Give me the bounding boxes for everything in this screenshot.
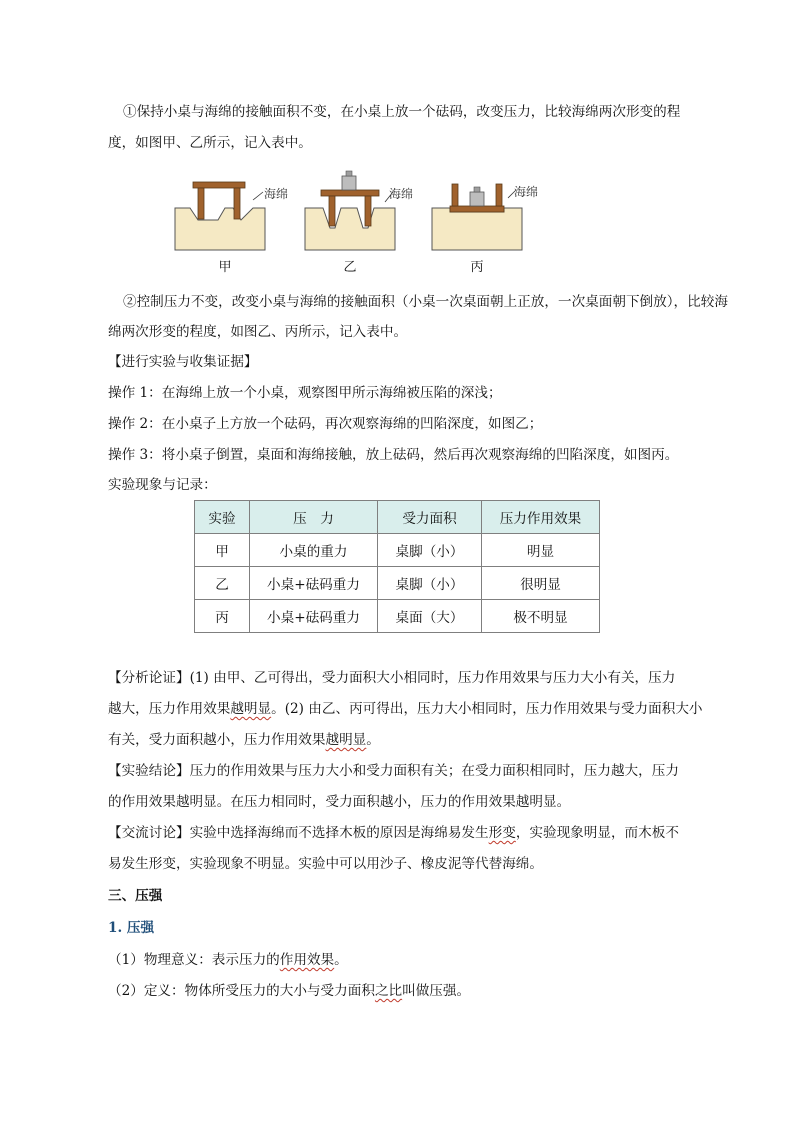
definition-physical-meaning — [108, 950, 348, 970]
table-cell: 小桌+砝码重力 — [250, 600, 378, 633]
definition-text: 。 — [334, 952, 348, 968]
analysis-text: 越大，压力作用效果 — [108, 701, 231, 717]
table-cell: 甲 — [195, 534, 250, 567]
step1-line2: 度，如图甲、乙所示，记入表中。 — [108, 135, 312, 151]
conclusion-tag: 【实验结论】 — [108, 763, 190, 779]
analysis-text: 。 — [366, 732, 380, 748]
analysis-answer: 越明显 — [325, 732, 367, 748]
section-experiment-heading: 【进行实验与收集证据】 — [108, 354, 258, 370]
step2-line2: 绵两次形变的程度，如图乙、丙所示，记入表中。 — [108, 324, 408, 340]
sponge-label-yi: 海绵 — [389, 187, 414, 201]
operation-3: 操作 3：将小桌子倒置，桌面和海绵接触，放上砝码，然后再次观察海绵的凹陷深度，如图丙。 — [108, 447, 679, 463]
conclusion-text: 压力的作用效果与压力大小和受力面积有关；在受力面积相同时，压力越大，压力 — [189, 763, 679, 779]
figure-panel-yi — [305, 171, 413, 250]
table-cell: 明显 — [482, 534, 600, 567]
table-row — [195, 600, 600, 633]
table-cell: 桌脚（小） — [378, 567, 482, 600]
table-cell: 桌面（大） — [378, 600, 482, 633]
table-cell: 丙 — [195, 600, 250, 633]
definition-text: （1）物理意义：表示压力的 — [108, 952, 280, 968]
record-label: 实验现象与记录： — [108, 477, 217, 493]
definition-text: （2）定义：物体所受压力的大小与受力面积 — [108, 983, 375, 999]
analysis-text: (1) 由甲、乙可得出，受力面积大小相同时，压力作用效果与压力大小有关，压力 — [189, 670, 676, 686]
operation-2: 操作 2：在小桌子上方放一个砝码，再次观察海绵的凹陷深度，如图乙； — [108, 416, 543, 432]
sponge-label-jia: 海绵 — [264, 187, 289, 201]
analysis-line2 — [108, 699, 703, 719]
analysis-answer: 越明显 — [230, 701, 272, 717]
definition-answer: 作用效果 — [279, 952, 335, 968]
table-row — [195, 567, 600, 600]
definition-answer: 之比 — [374, 983, 403, 999]
table-header-cell: 压力作用效果 — [482, 501, 600, 534]
analysis-line3 — [108, 730, 380, 750]
caption-yi: 乙 — [343, 260, 357, 275]
definition-pressure — [108, 981, 470, 1001]
analysis-text: 。(2) 由乙、丙可得出，压力大小相同时，压力作用效果与受力面积大小 — [271, 701, 703, 717]
table-row — [195, 534, 600, 567]
sponge-experiment-figure — [170, 168, 550, 278]
table-header-cell: 压 力 — [250, 501, 378, 534]
analysis-line1 — [108, 668, 675, 688]
conclusion-line2: 的作用效果越明显。在压力相同时，受力面积越小，压力的作用效果越明显。 — [108, 794, 571, 810]
table-header-cell: 受力面积 — [378, 501, 482, 534]
step1-line1: ①保持小桌与海绵的接触面积不变，在小桌上放一个砝码，改变压力，比较海绵两次形变的程 — [123, 104, 681, 120]
analysis-tag: 【分析论证】 — [108, 670, 190, 686]
conclusion-line1 — [108, 761, 679, 781]
caption-jia: 甲 — [218, 260, 232, 275]
table-cell: 小桌+砝码重力 — [250, 567, 378, 600]
discussion-line2: 易发生形变，实验现象不明显。实验中可以用沙子、橡皮泥等代替海绵。 — [108, 856, 543, 872]
discussion-tag: 【交流讨论】 — [108, 825, 190, 841]
discussion-line1 — [108, 823, 679, 843]
discussion-text: ，实验现象明显，而木板不 — [515, 825, 679, 841]
discussion-answer: 形变 — [488, 825, 516, 841]
section-3-heading: 三、压强 — [108, 888, 163, 904]
subsection-pressure-heading: 1. 压强 — [108, 920, 155, 936]
table-cell: 小桌的重力 — [250, 534, 378, 567]
table-header-cell: 实验 — [195, 501, 250, 534]
step2-line1: ②控制压力不变，改变小桌与海绵的接触面积（小桌一次桌面朝上正放，一次桌面朝下倒放），比较海 — [123, 294, 728, 310]
caption-bing: 丙 — [470, 260, 484, 275]
figure-panel-bing — [432, 184, 538, 250]
table-header-row — [195, 501, 600, 534]
operation-1: 操作 1：在海绵上放一个小桌，观察图甲所示海绵被压陷的深浅； — [108, 385, 502, 401]
results-table — [194, 500, 600, 633]
figure-panel-jia — [175, 182, 288, 250]
definition-text: 叫做压强。 — [402, 983, 471, 999]
table-cell: 极不明显 — [482, 600, 600, 633]
analysis-text: 有关，受力面积越小，压力作用效果 — [108, 732, 326, 748]
sponge-label-bing: 海绵 — [514, 185, 539, 199]
table-cell: 乙 — [195, 567, 250, 600]
table-cell: 桌脚（小） — [378, 534, 482, 567]
discussion-text: 实验中选择海绵而不选择木板的原因是海绵易发生 — [189, 825, 489, 841]
table-cell: 很明显 — [482, 567, 600, 600]
